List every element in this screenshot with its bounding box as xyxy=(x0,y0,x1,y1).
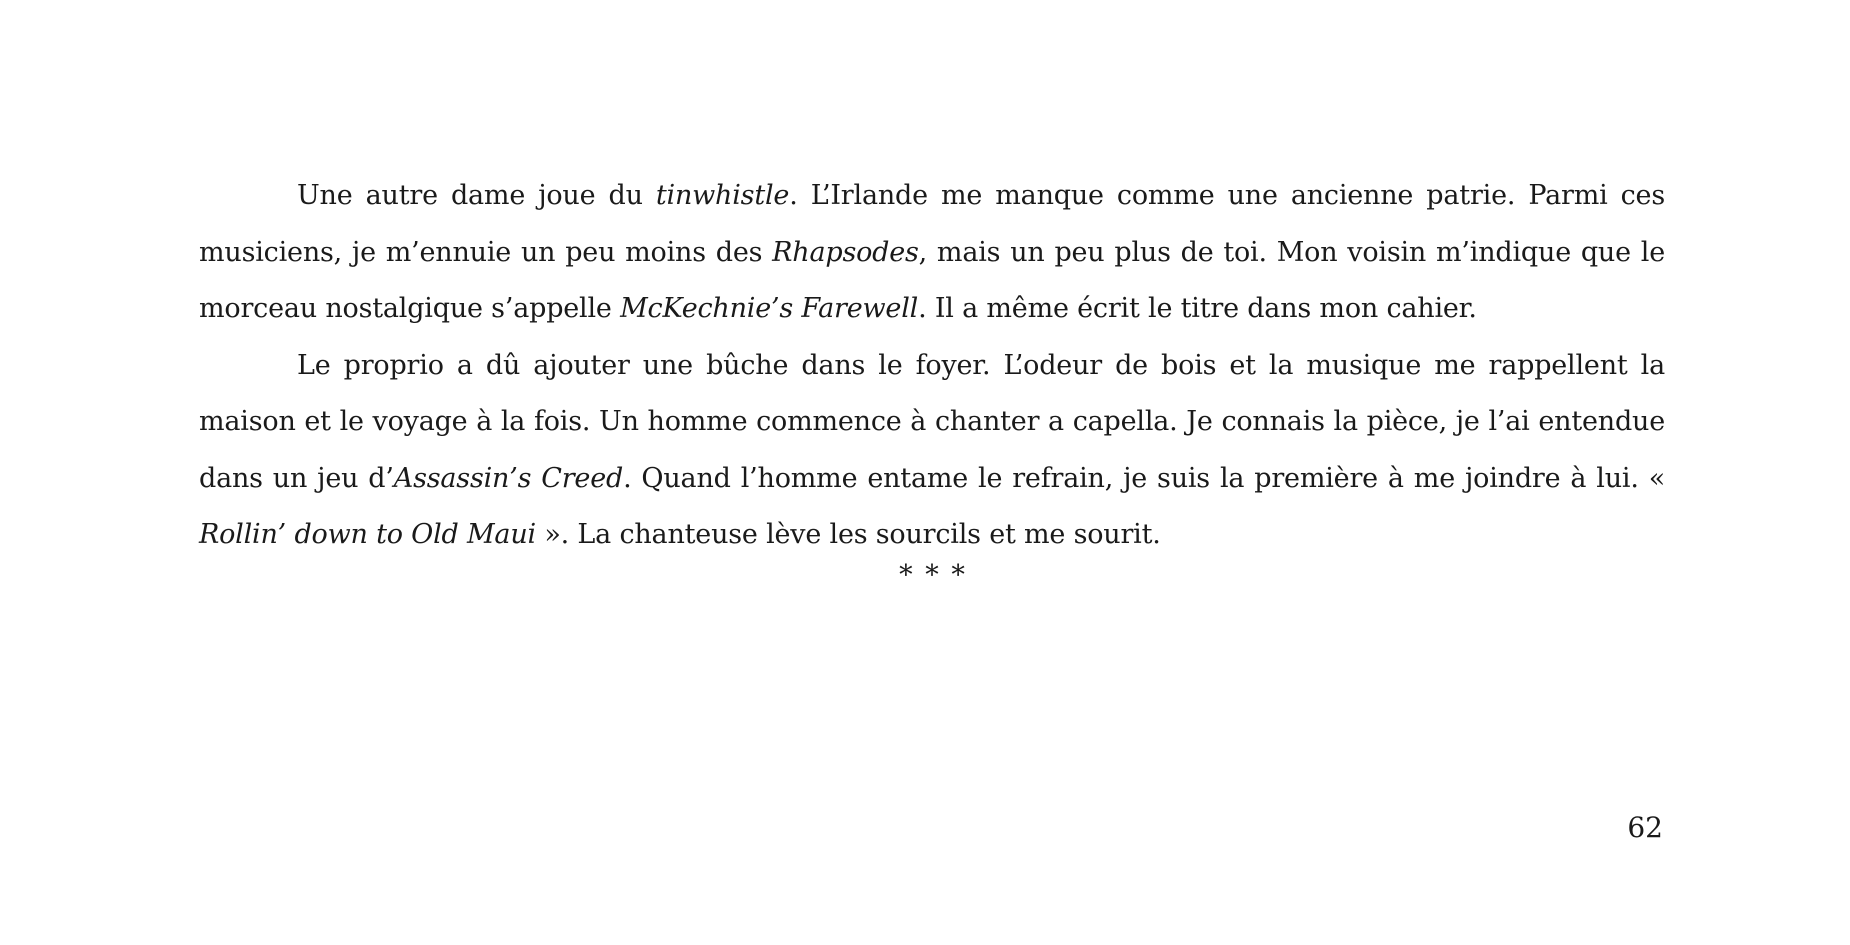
paragraph-2-text: ». La chanteuse lève les sourcils et me sourit. xyxy=(535,519,1161,550)
section-separator: * * * xyxy=(899,560,967,591)
paragraph-1-italic-song-title: McKechnie’s Farewell xyxy=(620,293,919,324)
paragraph-2-italic-game-title: Assassin’s Creed xyxy=(393,462,624,494)
paragraph-2 xyxy=(199,338,1665,564)
paragraph-1 xyxy=(199,168,1665,338)
paragraph-1-text: , mais un peu plus de toi. Mon voisin m’indique que le morceau nostalgique s’appelle xyxy=(199,236,1665,324)
page-number: 62 xyxy=(1627,811,1663,844)
paragraph-1-italic-rhapsodes: Rhapsodes xyxy=(772,236,919,268)
paragraph-2-italic-song-title: Rollin’ down to Old Maui xyxy=(199,519,536,550)
body-text xyxy=(199,168,1665,564)
paragraph-2-text: Le proprio a dû ajouter une bûche dans le foyer. L’odeur de bois et la musique me rappellent la maison et le voyage à la fois. Un homme commence à chanter a capella. Je connais la pièce, je l’ai entendue dans un jeu d’ xyxy=(199,349,1665,494)
paragraph-2-text: . Quand l’homme entame le refrain, je suis la première à me joindre à lui. « xyxy=(623,462,1666,494)
paragraph-1-italic-tinwhistle: tinwhistle xyxy=(655,180,790,211)
paragraph-1-text: . Il a même écrit le titre dans mon cahier. xyxy=(918,293,1477,324)
paragraph-1-text: . L’Irlande me manque comme une ancienne patrie. Parmi ces musiciens, je m’ennuie un peu moins des xyxy=(199,180,1665,268)
paragraph-1-text: Une autre dame joue du xyxy=(297,180,656,211)
